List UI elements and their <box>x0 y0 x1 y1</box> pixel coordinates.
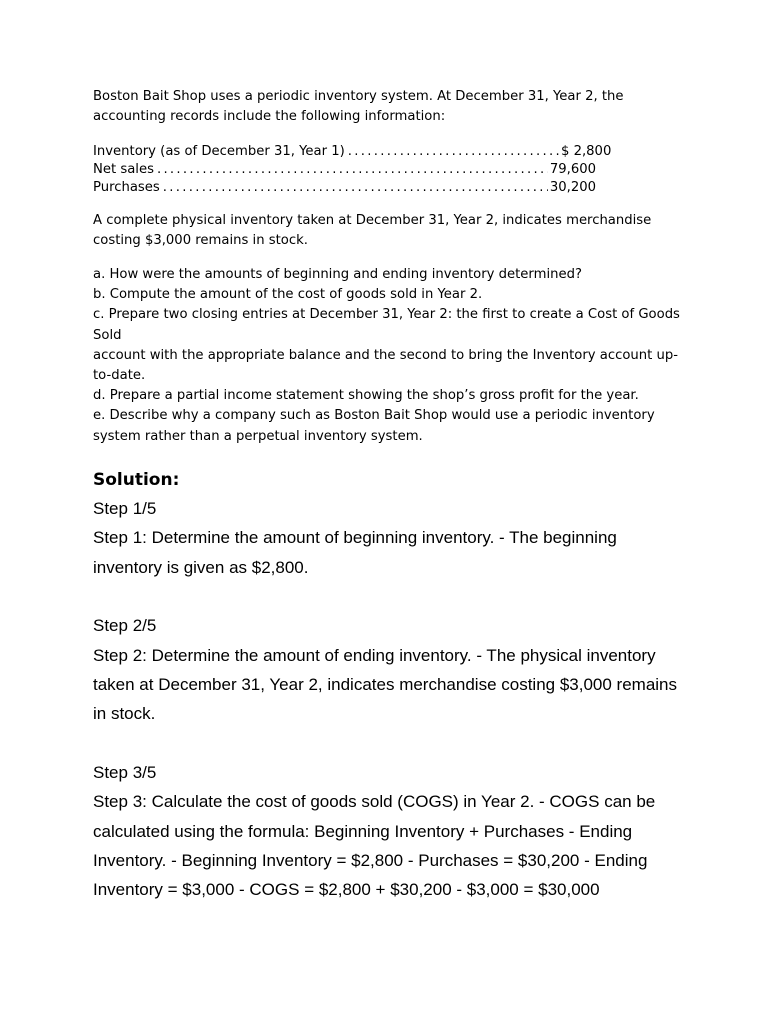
dot-leader <box>345 143 561 161</box>
ledger-amount: 30,200 <box>549 180 596 195</box>
ledger-amount: 79,600 <box>549 162 596 177</box>
question-e: e. Describe why a company such as Boston Bait Shop would use a periodic inventory system rather than a perpetual inventory system. <box>93 408 655 444</box>
problem-intro: Boston Bait Shop uses a periodic inventory system. At December 31, Year 2, the accounting records include the following information: <box>93 89 624 124</box>
dot-leader <box>154 161 548 179</box>
step-3-text: Step 3: Calculate the cost of goods sold (COGS) in Year 2. - COGS can be calculated using the formula: Beginning Inventory + Purchases - Ending Inventory. - Beginning Inventory = $2,800 - Purchases = $30,200 - Ending Inventory = $3,000 - COGS = $2,800 + $30,200 - $3,000 = $30,000 <box>93 792 656 900</box>
question-d: d. Prepare a partial income statement showing the shop’s gross profit for the year. <box>93 388 639 404</box>
solution-heading: Solution: <box>93 470 180 490</box>
ledger-label: Purchases <box>93 180 160 195</box>
question-a: a. How were the amounts of beginning and ending inventory determined? <box>93 267 582 282</box>
step-2-text: Step 2: Determine the amount of ending inventory. - The physical inventory taken at December 31, Year 2, indicates merchandise costing $3,000 remains in stock. <box>93 645 678 724</box>
problem-statement <box>93 87 683 447</box>
ledger-row-inventory <box>93 143 611 161</box>
step-1-label: Step 1/5 <box>93 499 157 518</box>
question-list <box>93 265 683 447</box>
dot-leader <box>160 179 548 197</box>
ledger-label: Net sales <box>93 162 154 177</box>
step-1-text: Step 1: Determine the amount of beginning inventory. - The beginning inventory is given as $2,800. <box>93 528 617 577</box>
ledger-label: Inventory (as of December 31, Year 1) <box>93 144 345 159</box>
step-3-label: Step 3/5 <box>93 762 157 782</box>
question-b: b. Compute the amount of the cost of goods sold in Year 2. <box>93 287 483 303</box>
ledger-row-net-sales <box>93 161 596 179</box>
solution-body <box>93 494 683 905</box>
question-c: c. Prepare two closing entries at December 31, Year 2: the first to create a Cost of Goods Sold <box>93 307 680 343</box>
ledger-list <box>93 143 683 197</box>
question-c-continued: account with the appropriate balance and the second to bring the Inventory account up-to-date. <box>93 347 678 384</box>
physical-count-text: A complete physical inventory taken at December 31, Year 2, indicates merchandise costing $3,000 remains in stock. <box>93 213 652 248</box>
step-2-label: Step 2/5 <box>93 616 157 636</box>
ledger-amount: $ 2,800 <box>561 144 611 159</box>
ledger-row-purchases <box>93 179 596 197</box>
